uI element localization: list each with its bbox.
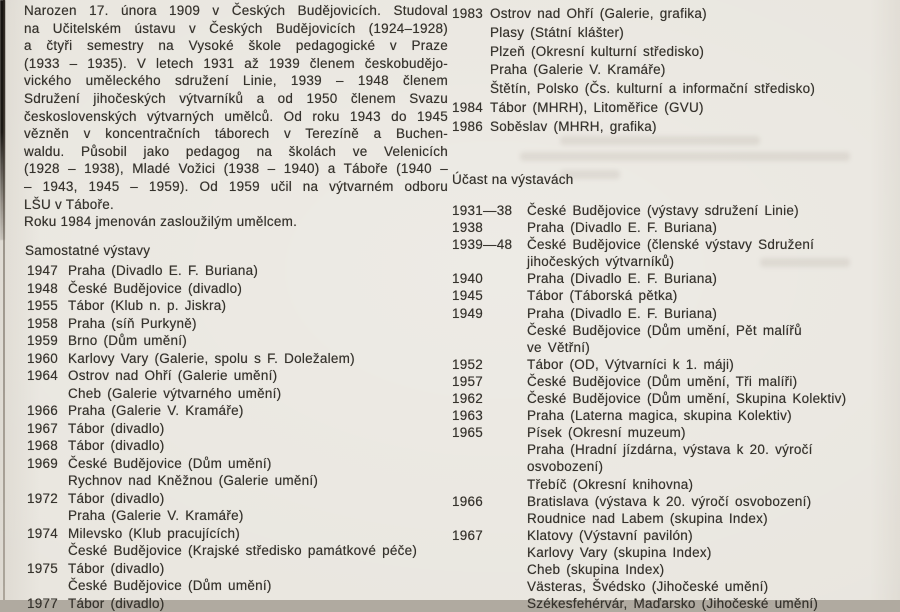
exhibition-year: 1940 (452, 270, 527, 287)
scan-page-edge-line (3, 0, 5, 600)
exhibition-venue: Praha (Divadlo E. F. Buriana) (527, 219, 898, 236)
exhibition-row (452, 544, 898, 561)
exhibition-year: 1939—48 (452, 236, 527, 253)
exhibition-venue: Tábor (divadlo) (68, 437, 457, 455)
exhibition-venue: České Budějovice (Krajské středisko památkové péče) (68, 542, 457, 560)
exhibition-row (27, 350, 457, 368)
exhibition-year: 1965 (452, 424, 527, 441)
exhibition-venue: Klatovy (Výstavní pavilón) (527, 527, 898, 544)
exhibition-year: 1938 (452, 219, 527, 236)
exhibition-row (27, 542, 457, 560)
exhibition-row (452, 510, 898, 527)
exhibition-venue: Praha (síň Purkyně) (68, 315, 457, 333)
exhibition-venue: Písek (Okresní muzeum) (527, 424, 898, 441)
biography-paragraph (24, 2, 448, 231)
exhibition-year: 1969 (27, 455, 68, 473)
exhibition-year: 1966 (27, 402, 68, 420)
exhibition-year: 1963 (452, 407, 527, 424)
exhibition-venue: Ostrov nad Ohří (Galerie umění) (68, 367, 457, 385)
exhibition-venue: Cheb (Galerie výtvarného umění) (68, 385, 457, 403)
exhibition-row (452, 527, 898, 544)
exhibition-row (27, 297, 457, 315)
exhibition-row (27, 437, 457, 455)
exhibition-year: 1975 (27, 560, 68, 578)
exhibition-venue: Cheb (skupina Index) (527, 561, 898, 578)
exhibition-year: 1948 (27, 280, 68, 298)
biography-line: Narozen 17. února 1909 v Českých Budějovicích. Studoval (24, 2, 448, 20)
exhibition-year: 1959 (27, 332, 68, 350)
exhibition-venue: Karlovy Vary (Galerie, spolu s F. Doležalem) (68, 350, 457, 368)
exhibition-row (452, 80, 898, 99)
exhibition-row (27, 560, 457, 578)
biography-line: waldu. Působil jako pedagog na školách ve Velenicích (24, 143, 448, 161)
exhibition-year: 1967 (27, 420, 68, 438)
exhibition-venue: Tábor (Klub n. p. Jiskra) (68, 297, 457, 315)
exhibition-venue: Praha (Galerie V. Kramáře) (490, 61, 898, 80)
biography-line: vězněn v koncentračních táborech v Terezíně a Buchen- (24, 125, 448, 143)
biography-line: – 1943, 1945 – 1959). Od 1959 učil na výtvarném odboru (24, 178, 448, 196)
exhibition-row (27, 280, 457, 298)
exhibition-venue: Praha (Divadlo E. F. Buriana) (68, 262, 457, 280)
exhibition-venue: České Budějovice (Dům umění) (68, 455, 457, 473)
exhibition-venue: České Budějovice (Dům umění, Skupina Kolektiv) (527, 390, 898, 407)
exhibition-row (452, 61, 898, 80)
exhibition-year: 1983 (452, 5, 490, 24)
biography-line: a čtyři semestry na Vysoké škole pedagogické v Praze (24, 37, 448, 55)
exhibition-venue: Praha (Hradní jízdárna, výstava k 20. výročí (527, 441, 898, 458)
exhibition-venue: Štětín, Polsko (Čs. kulturní a informační středisko) (490, 80, 898, 99)
exhibition-row (452, 476, 898, 493)
exhibition-venue: České Budějovice (členské výstavy Sdružení (527, 236, 898, 253)
exhibition-year: 1972 (27, 490, 68, 508)
biography-line: (1928 – 1938), Mladé Vožici (1938 – 1940) a Táboře (1940 – (24, 160, 448, 178)
exhibition-row (27, 490, 457, 508)
exhibition-venue: Tábor (divadlo) (68, 560, 457, 578)
exhibition-row (452, 407, 898, 424)
exhibition-year: 1945 (452, 287, 527, 304)
exhibition-venue: Praha (Galerie V. Kramáře) (68, 507, 457, 525)
exhibition-row (27, 525, 457, 543)
exhibition-venue: Västeras, Švédsko (Jihočeské umění) (527, 578, 898, 595)
exhibition-row (452, 356, 898, 373)
exhibition-row (27, 595, 457, 612)
exhibition-venue: České Budějovice (divadlo) (68, 280, 457, 298)
exhibition-venue: Bratislava (výstava k 20. výročí osvobození) (527, 493, 898, 510)
exhibition-row (27, 332, 457, 350)
exhibition-row (27, 507, 457, 525)
exhibition-row (452, 202, 898, 219)
exhibition-year: 1955 (27, 297, 68, 315)
exhibition-year: 1966 (452, 493, 527, 510)
exhibition-row (452, 118, 898, 137)
solo-exhibitions-continued-list (452, 5, 898, 137)
exhibition-row (452, 24, 898, 43)
biography-line: (1933 – 1935). V letech 1931 až 1939 členem českobudějo- (24, 55, 448, 73)
exhibition-year: 1960 (27, 350, 68, 368)
exhibition-row (452, 219, 898, 236)
exhibition-row (452, 305, 898, 322)
exhibition-row (27, 420, 457, 438)
solo-exhibitions-heading: Samostatné výstavy (25, 243, 150, 258)
bleed-through-ghost-text (560, 136, 760, 145)
exhibition-venue: Praha (Divadlo E. F. Buriana) (527, 305, 898, 322)
exhibition-year: 1984 (452, 99, 490, 118)
exhibition-venue: Praha (Galerie V. Kramáře) (68, 402, 457, 420)
exhibition-row (452, 458, 898, 475)
exhibition-venue: Tábor (MHRH), Litoměřice (GVU) (490, 99, 898, 118)
participation-list (452, 202, 898, 612)
exhibition-year: 1958 (27, 315, 68, 333)
exhibition-venue: Tábor (divadlo) (68, 595, 457, 612)
biography-line: československých výtvarných umělců. Od roku 1943 do 1945 (24, 108, 448, 126)
exhibition-venue: Ostrov nad Ohří (Galerie, grafika) (490, 5, 898, 24)
exhibition-row (452, 424, 898, 441)
exhibition-venue: Brno (Dům umění) (68, 332, 457, 350)
biography-line: na Učitelském ústavu v Českých Budějovicích (1924–1928) (24, 20, 448, 38)
exhibition-venue: Tábor (Táborská pětka) (527, 287, 898, 304)
exhibition-venue: Praha (Laterna magica, skupina Kolektiv) (527, 407, 898, 424)
exhibition-row (452, 253, 898, 270)
exhibition-venue: Roudnice nad Labem (skupina Index) (527, 510, 898, 527)
exhibition-row (27, 402, 457, 420)
exhibition-row (452, 5, 898, 24)
exhibition-venue: Tábor (divadlo) (68, 420, 457, 438)
exhibition-venue: Milevsko (Klub pracujících) (68, 525, 457, 543)
exhibition-year: 1964 (27, 367, 68, 385)
exhibition-year: 1947 (27, 262, 68, 280)
exhibition-year: 1977 (27, 595, 68, 612)
exhibition-row (452, 99, 898, 118)
biography-line: Sdružení jihočeských výtvarníků a od 1950 členem Svazu (24, 90, 448, 108)
exhibition-row (452, 493, 898, 510)
exhibition-venue: Plasy (Státní klášter) (490, 24, 898, 43)
exhibition-row (27, 455, 457, 473)
exhibition-row (27, 367, 457, 385)
exhibition-venue: České Budějovice (Dům umění, Tři malíři) (527, 373, 898, 390)
exhibition-row (452, 322, 898, 339)
exhibition-venue: České Budějovice (Dům umění) (68, 577, 457, 595)
exhibition-year: 1962 (452, 390, 527, 407)
biography-line: Roku 1984 jmenován zasloužilým umělcem. (24, 213, 448, 231)
exhibition-venue: Soběslav (MHRH, grafika) (490, 118, 898, 137)
exhibition-row (27, 472, 457, 490)
exhibition-venue: České Budějovice (Dům umění, Pět malířů (527, 322, 898, 339)
exhibition-venue: jihočeských výtvarníků) (527, 253, 898, 270)
biography-line: vického uměleckého sdružení Linie, 1939 – 1948 členem (24, 72, 448, 90)
exhibition-year: 1986 (452, 118, 490, 137)
exhibition-venue: České Budějovice (výstavy sdružení Linie) (527, 202, 898, 219)
exhibition-year: 1949 (452, 305, 527, 322)
exhibition-venue: ve Větřní) (527, 339, 898, 356)
exhibition-row (452, 441, 898, 458)
exhibition-row (452, 43, 898, 62)
exhibition-venue: Třebíč (Okresní knihovna) (527, 476, 898, 493)
exhibition-row (452, 561, 898, 578)
exhibition-row (27, 315, 457, 333)
participation-heading: Účast na výstavách (452, 172, 574, 187)
exhibition-year: 1957 (452, 373, 527, 390)
exhibition-year: 1931—38 (452, 202, 527, 219)
exhibition-row (452, 595, 898, 612)
exhibition-year: 1968 (27, 437, 68, 455)
exhibition-year: 1952 (452, 356, 527, 373)
exhibition-row (27, 262, 457, 280)
exhibition-row (452, 578, 898, 595)
exhibition-venue: Karlovy Vary (skupina Index) (527, 544, 898, 561)
exhibition-row (27, 385, 457, 403)
exhibition-row (452, 236, 898, 253)
exhibition-row (452, 339, 898, 356)
exhibition-year: 1974 (27, 525, 68, 543)
exhibition-row (452, 390, 898, 407)
exhibition-row (452, 270, 898, 287)
exhibition-venue: Székesfehérvár, Maďarsko (Jihočeské umění) (527, 595, 898, 612)
exhibition-venue: Rychnov nad Kněžnou (Galerie umění) (68, 472, 457, 490)
exhibition-row (452, 373, 898, 390)
exhibition-row (452, 287, 898, 304)
exhibition-venue: Tábor (divadlo) (68, 490, 457, 508)
biography-line: LŠU v Táboře. (24, 196, 448, 214)
exhibition-venue: osvobození) (527, 458, 898, 475)
bleed-through-ghost-text (520, 152, 850, 161)
exhibition-venue: Tábor (OD, Výtvarníci k 1. máji) (527, 356, 898, 373)
exhibition-row (27, 577, 457, 595)
exhibition-venue: Praha (Divadlo E. F. Buriana) (527, 270, 898, 287)
solo-exhibitions-list (27, 262, 457, 612)
exhibition-year: 1967 (452, 527, 527, 544)
exhibition-venue: Plzeň (Okresní kulturní středisko) (490, 43, 898, 62)
